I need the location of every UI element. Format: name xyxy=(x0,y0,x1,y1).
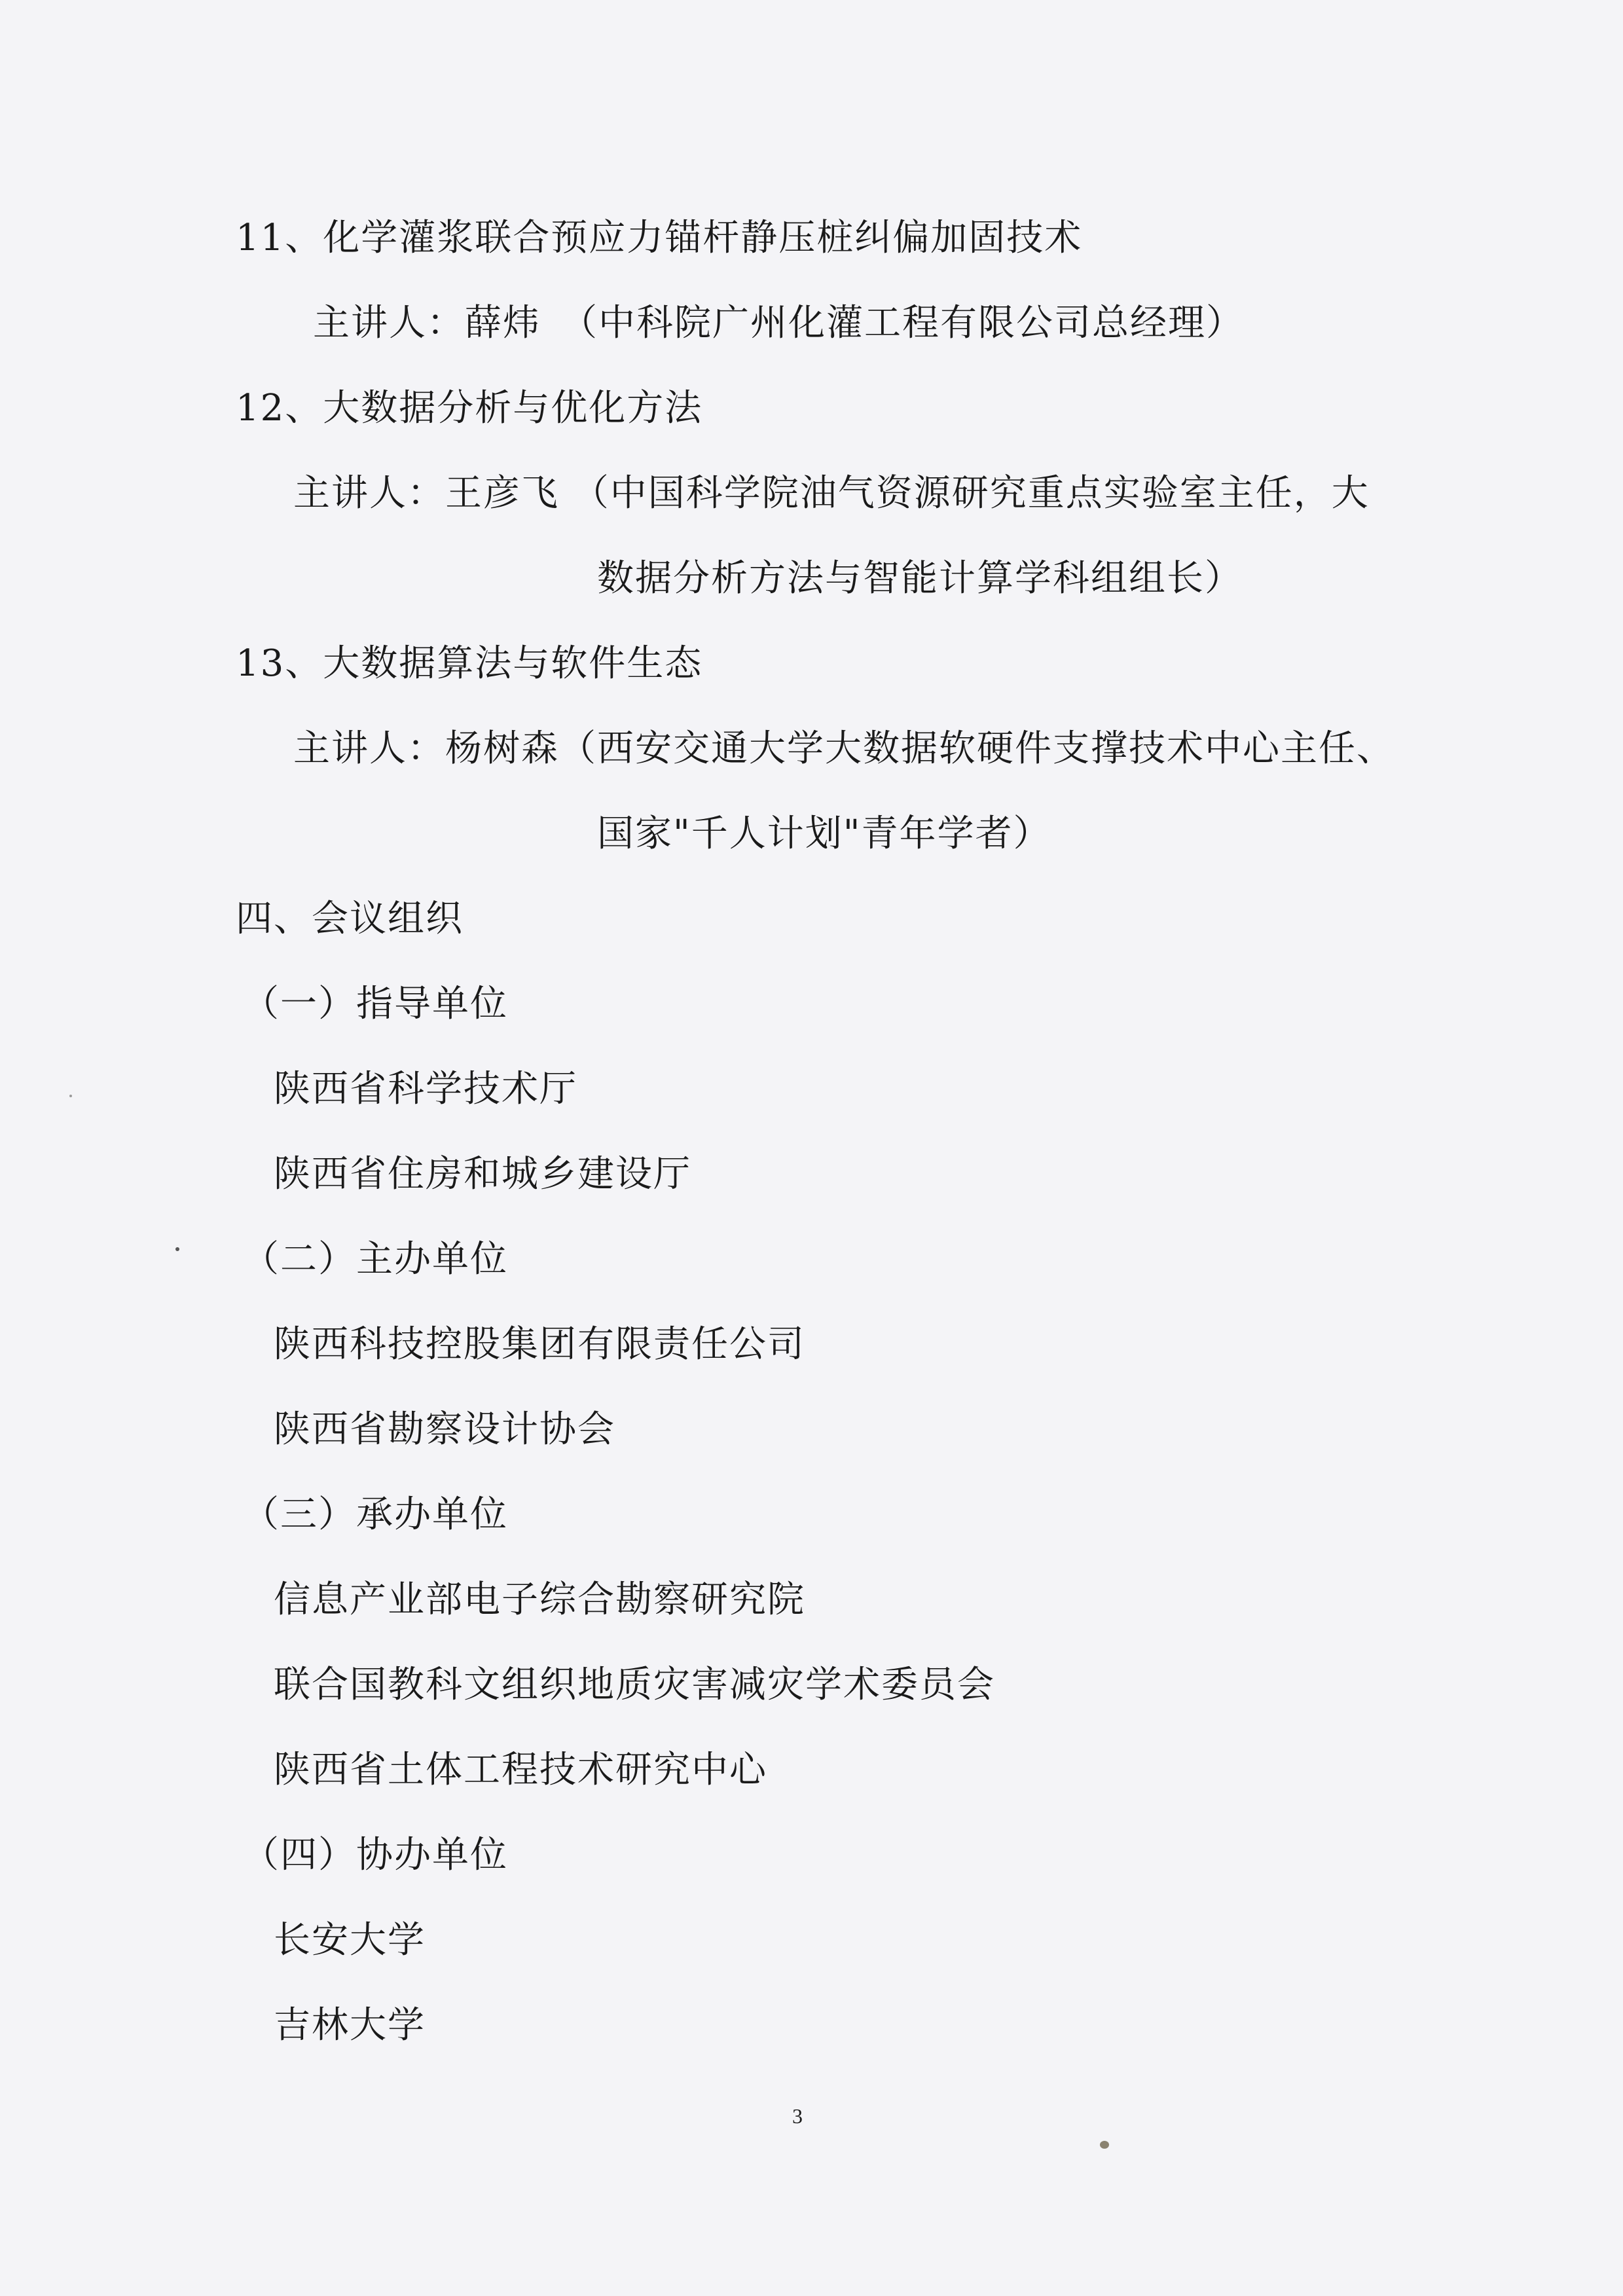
org-unit: 陕西省土体工程技术研究中心 xyxy=(274,1749,767,1791)
scan-speck xyxy=(1100,2141,1109,2149)
org-unit: 吉林大学 xyxy=(274,2004,426,2047)
talk-speaker-12-line2: 数据分析方法与智能计算学科组组长） xyxy=(597,557,1243,600)
org-unit: 陕西科技控股集团有限责任公司 xyxy=(274,1323,805,1366)
talk-title-11: 11、化学灌浆联合预应力锚杆静压桩纠偏加固技术 xyxy=(236,217,1083,259)
org-unit: 陕西省勘察设计协会 xyxy=(274,1408,615,1451)
talk-speaker-13-line1: 主讲人：杨树森（西安交通大学大数据软硬件支撑技术中心主任、 xyxy=(293,727,1395,770)
page-number: 3 xyxy=(792,2104,803,2128)
org-heading-organizer: （三）承办单位 xyxy=(242,1493,508,1536)
org-unit: 陕西省住房和城乡建设厅 xyxy=(274,1153,691,1195)
org-unit: 陕西省科学技术厅 xyxy=(274,1068,577,1110)
talk-title-12: 12、大数据分析与优化方法 xyxy=(236,387,703,429)
org-unit: 信息产业部电子综合勘察研究院 xyxy=(274,1578,805,1621)
section-heading: 四、会议组织 xyxy=(236,898,464,940)
talk-speaker-12-line1: 主讲人：王彦飞 （中国科学院油气资源研究重点实验室主任，大 xyxy=(293,472,1370,515)
scan-speck xyxy=(175,1247,179,1251)
talk-speaker-13-line2: 国家"千人计划"青年学者） xyxy=(597,812,1051,855)
org-heading-host: （二）主办单位 xyxy=(242,1238,508,1281)
org-heading-co-organizer: （四）协办单位 xyxy=(242,1834,508,1876)
org-heading-guide: （一）指导单位 xyxy=(242,983,508,1025)
scan-speck xyxy=(69,1095,72,1097)
talk-speaker-11: 主讲人：薛炜 （中科院广州化灌工程有限公司总经理） xyxy=(313,302,1244,344)
org-unit: 长安大学 xyxy=(274,1919,426,1961)
talk-title-13: 13、大数据算法与软件生态 xyxy=(236,642,703,685)
org-unit: 联合国教科文组织地质灾害减灾学术委员会 xyxy=(274,1664,995,1706)
